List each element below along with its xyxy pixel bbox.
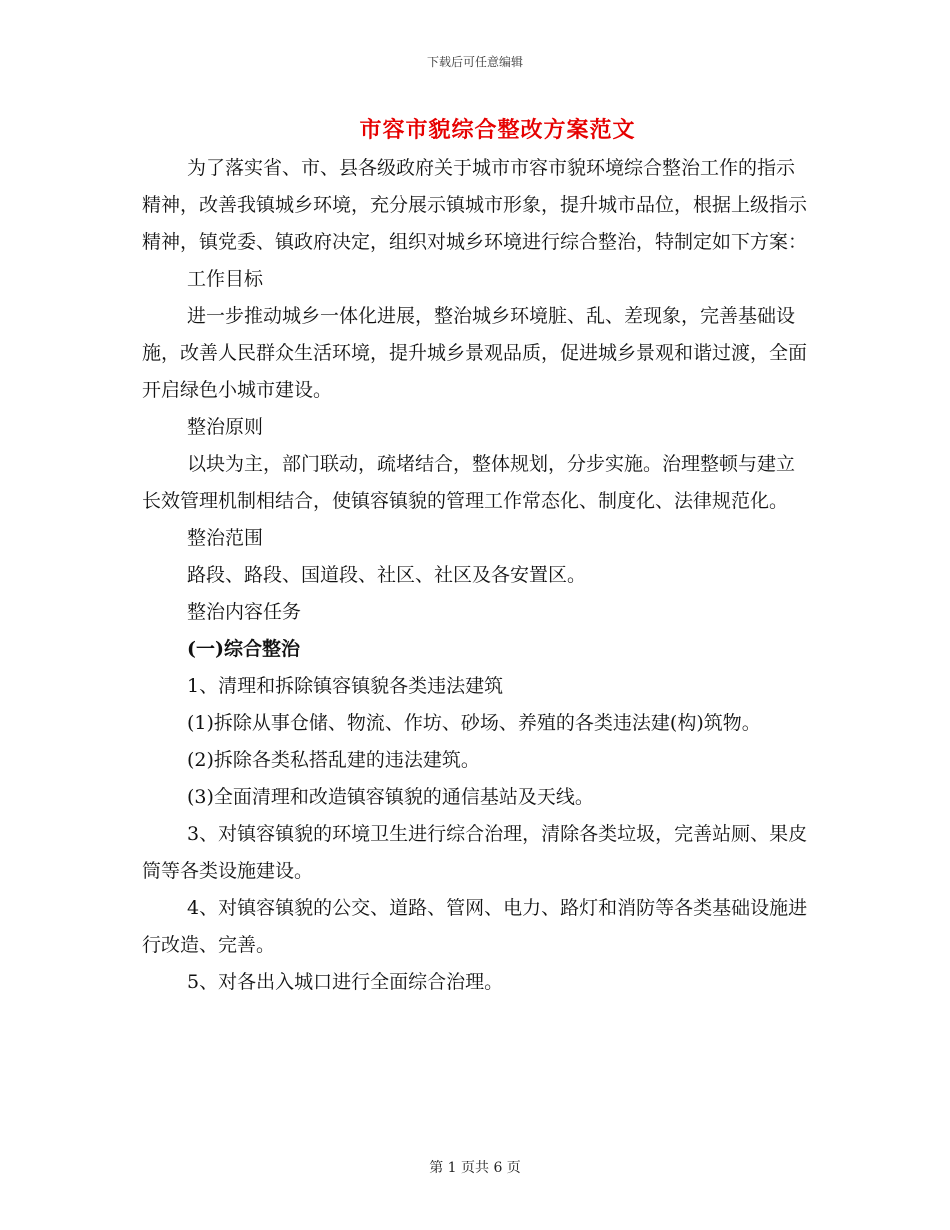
- task-subitem-2: (2)拆除各类私搭乱建的违法建筑。: [187, 749, 480, 771]
- section-heading-principles: 整治原则: [187, 416, 264, 438]
- scope-paragraph: 路段、路段、国道段、社区、社区及各安置区。: [187, 564, 587, 586]
- task-item-3: 3、对镇容镇貌的环境卫生进行综合治理，清除各类垃圾，完善站厕、果皮筒等各类设施建设。: [142, 823, 808, 882]
- task-subitem-1: (1)拆除从事仓储、物流、作坊、砂场、养殖的各类违法建(构)筑物。: [187, 712, 761, 734]
- section-heading-tasks: 整治内容任务: [187, 601, 302, 623]
- document-body: [142, 150, 810, 1001]
- intro-paragraph: 为了落实省、市、县各级政府关于城市市容市貌环境综合整治工作的指示精神，改善我镇城乡环境，充分展示镇城市形象，提升城市品位，根据上级指示精神，镇党委、镇政府决定，组织对城乡环境进行综合整治，特制定如下方案：: [142, 157, 808, 253]
- section-heading-scope: 整治范围: [187, 527, 264, 549]
- document-title: 市容市貌综合整改方案范文: [359, 117, 636, 143]
- goals-paragraph: 进一步推动城乡一体化进展，整治城乡环境脏、乱、差现象，完善基础设施，改善人民群众生活环境，提升城乡景观品质，促进城乡景观和谐过渡，全面开启绿色小城市建设。: [142, 305, 808, 401]
- task-subitem-3: (3)全面清理和改造镇容镇貌的通信基站及天线。: [187, 786, 594, 808]
- subsection-heading-comprehensive: (一)综合整治: [187, 638, 300, 660]
- page-footer: 第 1 页共 6 页: [429, 1160, 521, 1176]
- task-item-1: 1、清理和拆除镇容镇貌各类违法建筑: [187, 675, 504, 697]
- task-item-4: 4、对镇容镇貌的公交、道路、管网、电力、路灯和消防等各类基础设施进行改造、完善。: [142, 897, 808, 956]
- header-note: 下载后可任意编辑: [426, 55, 523, 69]
- task-item-5: 5、对各出入城口进行全面综合治理。: [187, 971, 504, 993]
- principles-paragraph: 以块为主，部门联动，疏堵结合，整体规划，分步实施。治理整顿与建立长效管理机制相结合，使镇容镇貌的管理工作常态化、制度化、法律规范化。: [142, 453, 796, 512]
- section-heading-goals: 工作目标: [187, 268, 264, 290]
